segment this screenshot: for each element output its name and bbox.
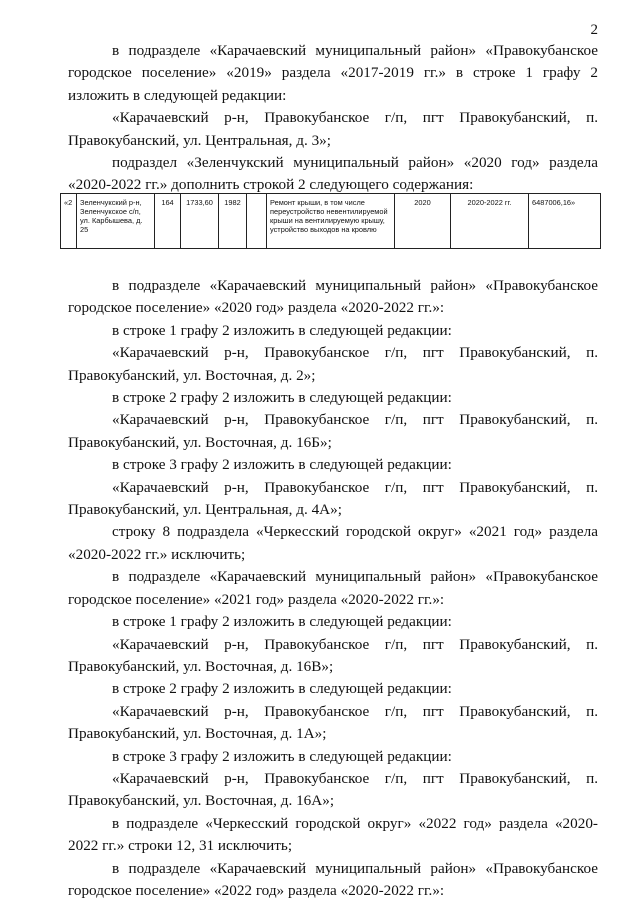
table-cell: 1982	[219, 194, 247, 249]
paragraph: в строке 2 графу 2 изложить в следующей редакции:	[112, 389, 452, 407]
table-cell: 1733,60	[181, 194, 219, 249]
table-cell: 164	[155, 194, 181, 249]
paragraph: в подразделе «Карачаевский муниципальный район» «Правокубанское городское поселение» «2019» раздела «2017-2019 гг.» в строке 1 графу 2 изложить в следующей редакции:	[68, 42, 598, 104]
table-row	[61, 194, 601, 249]
paragraph: в подразделе «Черкесский городской округ» «2022 год» раздела «2020-2022 гг.» строки 12, 31 исключить;	[68, 814, 598, 855]
paragraph: в подразделе «Карачаевский муниципальный район» «Правокубанское городское поселение» «2021 год» раздела «2020-2022 гг.»:	[68, 568, 598, 608]
address-cell: Зеленчукский р-н, Зеленчукское с/п, ул. Карбышева, д. 25	[77, 194, 155, 249]
paragraph: «Карачаевский р-н, Правокубанское г/п, пгт Правокубанский, п. Правокубанский, ул. Восточная, д. 16В»;	[68, 635, 598, 675]
bottom-text-block	[68, 275, 598, 902]
paragraph: «Карачаевский р-н, Правокубанское г/п, пгт Правокубанский, п. Правокубанский, ул. Восточная, д. 2»;	[68, 344, 598, 384]
top-text-block	[68, 40, 598, 197]
paragraph: «Карачаевский р-н, Правокубанское г/п, пгт Правокубанский, п. Правокубанский, ул. Центральная, д. 4А»;	[68, 478, 598, 519]
paragraph: «Карачаевский р-н, Правокубанское г/п, пгт Правокубанский, п. Правокубанский, ул. Восточная, д. 16Б»;	[68, 411, 598, 451]
paragraph: в строке 2 графу 2 изложить в следующей редакции:	[112, 680, 452, 698]
paragraph: в подразделе «Карачаевский муниципальный район» «Правокубанское городское поселение» «2022 год» раздела «2020-2022 гг.»:	[68, 859, 598, 899]
paragraph: в строке 1 графу 2 изложить в следующей редакции:	[112, 321, 452, 339]
page-number: 2	[590, 22, 598, 38]
paragraph: подраздел «Зеленчукский муниципальный район» «2020 год» раздела «2020-2022 гг.» дополнить строкой 2 следующего содержания:	[68, 154, 598, 194]
paragraph: «Карачаевский р-н, Правокубанское г/п, пгт Правокубанский, п. Правокубанский, ул. Восточная, д. 16А»;	[68, 769, 598, 810]
year-cell: 2020	[395, 194, 451, 249]
inserted-row-table	[60, 193, 600, 249]
work-type-cell: Ремонт крыши, в том числе переустройство невентилируемой крыши на вентилируемую крышу, устройство выходов на кровлю	[267, 194, 395, 249]
row-number-cell: «2	[61, 194, 77, 249]
paragraph: строку 8 подраздела «Черкесский городской округ» «2021 год» раздела «2020-2022 гг.» исключить;	[68, 523, 598, 563]
table-cell	[247, 194, 267, 249]
cost-cell: 6487006,16»	[529, 194, 601, 249]
paragraph: «Карачаевский р-н, Правокубанское г/п, пгт Правокубанский, п. Правокубанский, ул. Восточная, д. 1А»;	[68, 702, 598, 743]
paragraph: в строке 3 графу 2 изложить в следующей редакции:	[112, 747, 452, 765]
paragraph: в подразделе «Карачаевский муниципальный район» «Правокубанское городское поселение» «2020 год» раздела «2020-2022 гг.»:	[68, 277, 598, 317]
paragraph: «Карачаевский р-н, Правокубанское г/п, пгт Правокубанский, п. Правокубанский, ул. Центральная, д. 3»;	[68, 109, 598, 149]
paragraph: в строке 3 графу 2 изложить в следующей редакции:	[112, 456, 452, 474]
period-cell: 2020-2022 гг.	[451, 194, 529, 249]
paragraph: в строке 1 графу 2 изложить в следующей редакции:	[112, 613, 452, 631]
